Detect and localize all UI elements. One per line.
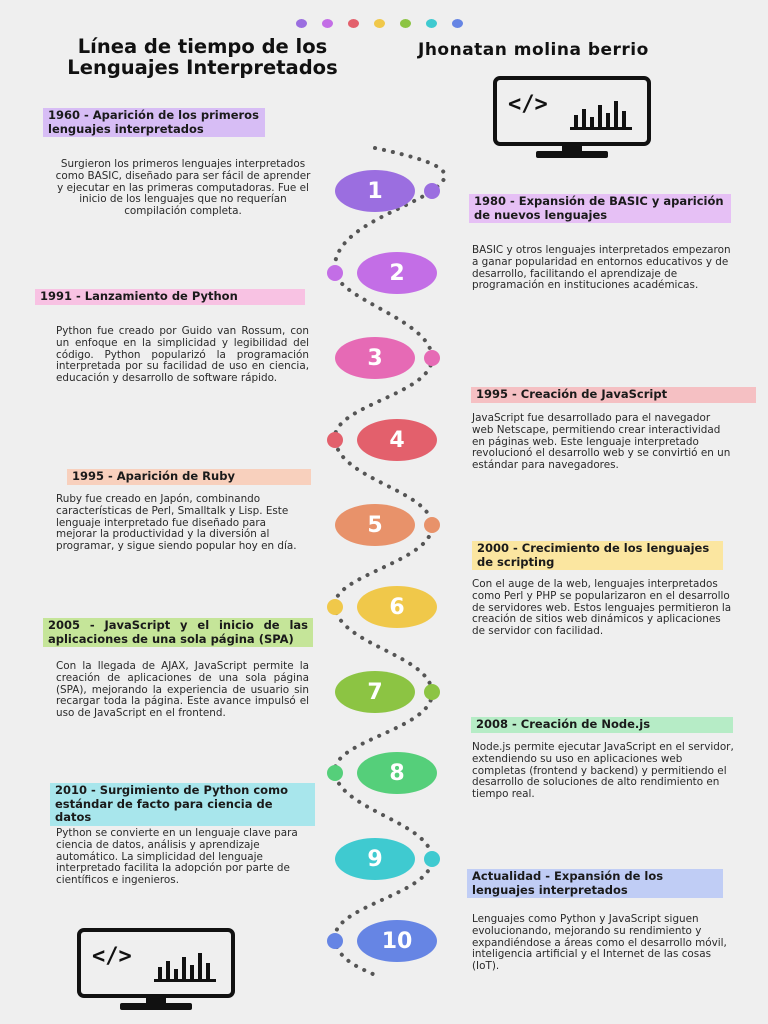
- event-description: Python se convierte en un lenguaje clave para ciencia de datos, análisis y aprendizaje automático. La simplicidad del lenguaje interpretado facilita la adopción por parte de científicos e ingenieros.: [56, 827, 298, 887]
- event-heading: 1991 - Lanzamiento de Python: [35, 289, 305, 305]
- timeline-dot: [424, 684, 440, 700]
- event-description: Con la llegada de AJAX, JavaScript permite la creación de aplicaciones de una sola página (SPA), mejorando la experiencia de usuario sin recargar toda la página. Este avance impulsó el uso de JavaScript en el frontend.: [56, 660, 309, 720]
- event-description: Con el auge de la web, lenguajes interpretados como Perl y PHP se popularizaron en el desarrollo de servidores web. Estos lenguajes permitieron la creación de sitios web dinámicos y aplicaciones de servidor con facilidad.: [472, 578, 732, 638]
- event-description: Node.js permite ejecutar JavaScript en el servidor, extendiendo su uso en aplicaciones web completas (frontend y backend) y permitiendo el desarrollo de soluciones de alto rendimiento en tiempo real.: [472, 741, 734, 801]
- event-heading: 2000 - Crecimiento de los lenguajes de scripting: [472, 541, 723, 570]
- timeline-number: 3: [335, 337, 415, 379]
- event-description: Surgieron los primeros lenguajes interpretados como BASIC, diseñado para ser fácil de aprender y ejecutar en las primeras computadoras. Fue el inicio de los lenguajes que no requerían compilación completa.: [55, 158, 311, 218]
- timeline-number: 1: [335, 170, 415, 212]
- event-description: JavaScript fue desarrollado para el navegador web Netscape, permitiendo crear interactividad en páginas web. Este lenguaje interpretado revolucionó el desarrollo web y se convirtió en un estándar para navegadores.: [472, 412, 731, 472]
- svg-text:</>: </>: [508, 92, 548, 117]
- event-description: Lenguajes como Python y JavaScript siguen evolucionando, mejorando su rendimiento y expandiéndose a áreas como el desarrollo móvil, inteligencia artificial y el Internet de las cosas (IoT).: [472, 913, 727, 973]
- event-heading: 2010 - Surgimiento de Python como estándar de facto para ciencia de datos: [50, 783, 315, 826]
- timeline-dot: [424, 851, 440, 867]
- timeline-number: 8: [357, 752, 437, 794]
- timeline-number: 5: [335, 504, 415, 546]
- timeline-dot: [327, 265, 343, 281]
- timeline-number: 6: [357, 586, 437, 628]
- timeline-dot: [327, 599, 343, 615]
- timeline-dot: [424, 183, 440, 199]
- event-heading: 2005 - JavaScript y el inicio de las aplicaciones de una sola página (SPA): [43, 618, 313, 647]
- timeline-dot: [327, 765, 343, 781]
- svg-text:</>: </>: [92, 944, 132, 969]
- timeline-dot: [327, 432, 343, 448]
- timeline-dot: [424, 350, 440, 366]
- event-heading: 1995 - Aparición de Ruby: [67, 469, 311, 485]
- event-description: Ruby fue creado en Japón, combinando características de Perl, Smalltalk y Lisp. Este lenguaje interpretado fue diseñado para mejorar la productividad y la diversión al programar, y sigue siendo popular hoy en día.: [56, 493, 297, 553]
- event-heading: Actualidad - Expansión de los lenguajes interpretados: [467, 869, 723, 898]
- timeline-number: 9: [335, 838, 415, 880]
- event-heading: 1995 - Creación de JavaScript: [471, 387, 756, 403]
- timeline-dot: [327, 933, 343, 949]
- event-description: BASIC y otros lenguajes interpretados empezaron a ganar popularidad en entornos educativos y de desarrollo, facilitando el aprendizaje de programación en instituciones académicas.: [472, 244, 731, 292]
- timeline-number: 2: [357, 252, 437, 294]
- event-heading: 2008 - Creación de Node.js: [471, 717, 733, 733]
- timeline-number: 7: [335, 671, 415, 713]
- event-description: Python fue creado por Guido van Rossum, con un enfoque en la simplicidad y legibilidad del código. Python popularizó la programación interpretada por su facilidad de uso en ciencia, educación y desarrollo de software rápido.: [56, 325, 309, 385]
- event-heading: 1980 - Expansión de BASIC y aparición de nuevos lenguajes: [469, 194, 731, 223]
- timeline-dot: [424, 517, 440, 533]
- event-heading: 1960 - Aparición de los primeros lenguajes interpretados: [43, 108, 265, 137]
- timeline-number: 10: [357, 920, 437, 962]
- timeline-number: 4: [357, 419, 437, 461]
- page-title: Línea de tiempo de los Lenguajes Interpretados: [67, 35, 338, 79]
- author-name: Jhonatan molina berrio: [418, 40, 649, 60]
